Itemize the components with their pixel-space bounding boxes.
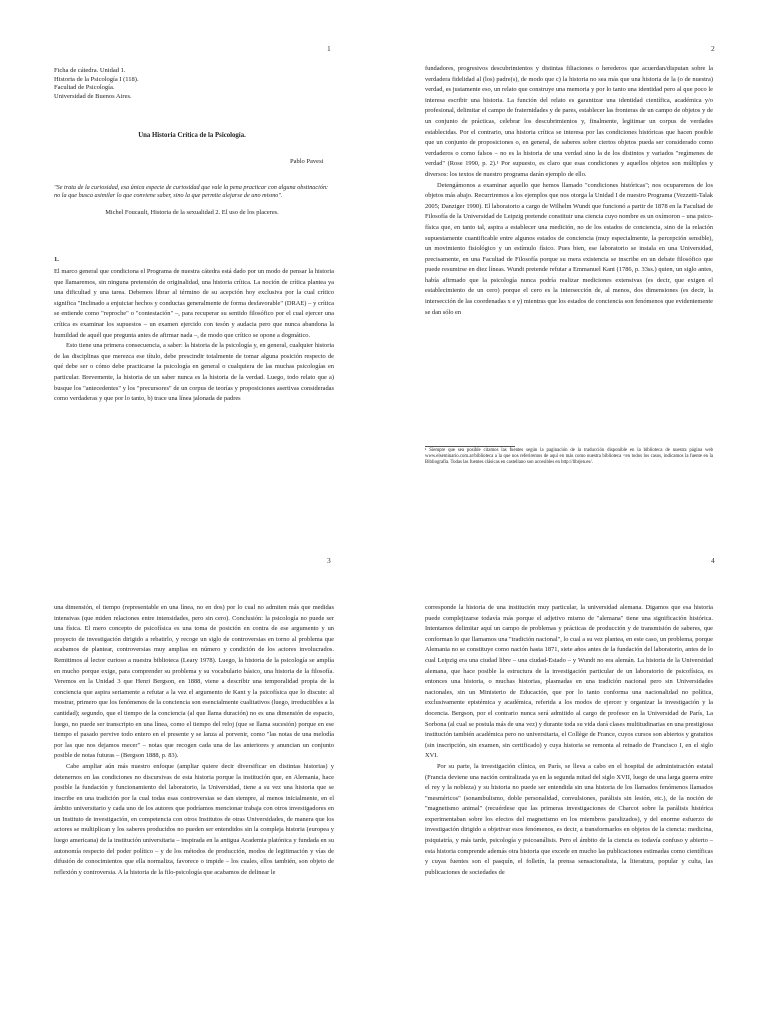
page-2-body	[425, 64, 713, 318]
page-2	[384, 0, 768, 512]
header-line: Universidad de Buenos Aires.	[54, 92, 132, 100]
paragraph: una dimensión, el tiempo (representable en una línea, no en dos) por lo cual no admiten más que medidas intensivas (que miden relaciones entre intensidades, pero sin cero). Conclusión: la psicología no puede ser una física. El mero concepto de psicofísica es una toma de posición en contra de ese argumento y un proyecto de investigación dirigido a rebatirlo, y recoge un siglo de controversias en torno al problema que acabamos de plantear, controversias muy amplias en número y condición de los actores involucrados. Remitimos al lector curioso a nuestra biblioteca (Leary 1978). Luego, la historia de la psicología se amplía en mucho porque exige, para comprender su problema y su vocabulario básico, una historia de la filosofía. Veremos en la Unidad 3 que Henri Bergson, en 1888, viene a describir una temporalidad propia de la conciencia que aspira seriamente a refutar a la vez el argumento de Kant y la psicofísica que lo discute: al mostrar, primero que los fenómenos de la conciencia son esencialmente cualitativos (luego, irreductibles a la cantidad); segundo, que el tiempo de la conciencia (al que llama duración) no es una dimensión de espacio, luego, no puede ser transcripto en una línea, como el tiempo del reloj (que se llama sucesión) porque en ese tiempo el pasado pervive todo entero en el presente y se lanza al porvenir, como "las notas de una melodía por las que nos dejamos mecer" – notas que recogen cada una de las anteriores y anuncian un conjunto posible de notas futuras – (Bergson 1888, p. 83).	[54, 604, 334, 760]
paragraph: El marco general que condiciona el Programa de nuestra cátedra está dado por un modo de pensar la historia que llamaremos, sin ninguna pretensión de originalidad, una historia crítica. La noción de crítica plantea ya una dificultad y una tarea. Debemos librar al término de su acepción hoy exclusiva por la cual crítico significa "Inclinado a enjuiciar hechos y conductas generalmente de forma desfavorable" (DRAE) – y crítica se entiende como "reproche" o "contestación" –, para recuperar su sentido filosófico por el cual ejercer una crítica es examinar los supuestos – un examen ejercido con tesón y audacia pero que nunca abandona la humildad de aquél que pregunta antes de afirmar nada –, de modo que crítico se opone a dogmático.	[54, 268, 334, 339]
footnote: ¹ Siempre que sea posible citamos las fuentes según la paginación de la traducción disponible en la biblioteca de nuestra página web www.elseminario.com.ar/biblioteca a la que nos referiremos de aquí en más como nuestra biblioteca <en todos los casos, indicamos la fuente en la Bibliografía. Todas las fuentes clásicas en castellano son accesibles en http://librjen.es/.	[425, 448, 713, 466]
paragraph: Por su parte, la investigación clínica, en París, se lleva a cabo en el hospital de administración estatal (Francia deviene una nación centralizada ya en la segunda mitad del siglo XVII, luego de una larga guerra entre el rey y la nobleza) y su historia no puede ser entendida sin una historia de los llamados fenómenos llamados "mesméricos" (sonambulismo, doble personalidad, convulsiones, parálisis sin lesión, etc.), de la noción de "magnetismo animal" (recuérdese que las primeras investigaciones de Charcot sobre la parálisis histérica experimentaban sobre los efectos del magnetismo en los miembros paralizados), y del enorme esfuerzo de investigación dirigido a objetivar esos fenómenos, es decir, a transformarlos en objetos de la ciencia: medicina, psiquiatría, y más tarde, psicología y psicoanálisis. Pero el ámbito de la ciencia es todavía confuso y abierto – esta historia comprende además otra historia que excede en mucho las publicaciones estimadas como científicas y cuyas fuentes son el pasquín, el folletín, la prensa sensacionalista, la literatura, popular y culta, las publicaciones de sociedades de	[425, 762, 713, 876]
header-line: Historia de la Psicología I (118).	[54, 75, 139, 83]
page-number: 1	[327, 44, 331, 53]
document-title: Una Historia Crítica de la Psicología.	[138, 132, 246, 139]
paragraph: Detengámonos a examinar aquello que hemos llamado "condiciones históricas"; nos ocuparemos de los objetos más abajo. Recurriremos a los ejemplos que nos otorga la Unidad I de nuestro Programa (Vezzetti-Talak 2005; Danziger 1990). El laboratorio a cargo de Wilhelm Wundt que funcionó a partir de 1878 en la Facultad de Filosofía de la Universidad de Leipzig pretende constituir una ciencia cuyo nombre es un oxímoron – una psico-física que, en tanto tal, aspira a establecer una medición, no de los estados de conciencia, sino de la relación supuestamente cuantificable entre algunos estados de conciencia (muy especialmente, la percepción sensible), un movimiento fisiológico y un estímulo físico. Pues bien, ese laboratorio se instala en una Universidad, precisamente, en una Facultad de Filosofía porque su mera existencia se inscribe en un debate filosófico que puede resumirse en diez líneas. Wundt pretende refutar a Emmanuel Kant (1786, p. 33ss.) quien, un siglo antes, había afirmado que la psicología nunca podría realizar mediciones extensivas (es decir, que exigen el establecimiento de un cero) porque el cero es la intersección de, al menos, dos dimensiones (es decir, la intersección de las coordenadas x e y) mientras que los estados de conciencia son fenómenos que evidentemente se dan sólo en	[425, 181, 713, 316]
section-number: 1.	[54, 256, 59, 263]
page-1	[0, 0, 384, 512]
epigraph: "Se trata de la curiosidad, esa única especie de curiosidad que vale la pena practicar con alguna obstinación: no la que busca asimilar lo que conviene saber, sino la que permite alejarse de uno mismo".	[54, 184, 329, 200]
page-3-body	[54, 603, 334, 878]
footnote-rule	[425, 446, 515, 447]
paragraph: Cabe ampliar aún más nuestro enfoque (ampliar quiere decir diversificar en distintas historias) y detenernos en las condiciones no discursivas de esta historia porque la institución que, en Alemania, hace posible la fundación y funcionamiento del laboratorio, la Universidad, tiene a su vez una historia que se inscribe en una tradición por la cual todas esas controversias se dan siempre, al menos inicialmente, en el ámbito universitario y cada uno de los autores que podríamos mencionar trabaja con otros investigadores en un Instituto de investigación, en competencia con otros Institutos de otras Universidades, de manera que los actores se multiplican y los saberes producidos no pueden ser entendidos sin la compleja historia (europea y luego americana) de la institución universitaria – inspirada en la antigua Academia platónica y fundada en su autonomía respecto del poder político – y de los métodos de producción, modos de legitimación y vías de difusión de conocimientos que ella normaliza, favorece o impide – los cuales, ellos también, son objeto de reflexión y controversia. A la historia de la filo-psicología que acabamos de delinear le	[54, 762, 334, 876]
paragraph: corresponde la historia de una institución muy particular, la universidad alemana. Digamos que esa historia puede complejizarse todavía más porque el adjetivo mismo de "alemana" tiene una significación histórica. Intentamos delimitar aquí un campo de problemas y prácticas de producción y de transmisión de saberes, que conforman lo que llamamos una "tradición nacional", lo cual a su vez plantea, en este caso, un problema, porque Alemania no se constituye como nación hasta 1871, siete años antes de la fundación del laboratorio, antes de lo cual Leipzig era una ciudad libre – una ciudad-Estado – y Wundt no era alemán. La historia de la Universidad alemana, que hace posible la estructura de la investigación particular de un laboratorio de psicofísica, es entonces una historia, o muchas historias, plasmadas en una tradición nacional pero sin Universidades nacionales, sin un Ministerio de Educación, que por lo tanto conforma una nacionalidad no política, exclusivamente epistémica y académica, referida a los modos de ejercer y organizar la investigación y la docencia. Bergson, por el contrario nunca será admitido al cargo de profesor en la Universidad de París, La Sorbona (al cual se postula más de una vez) y durante toda su vida dará clases multitudinarias en una prestigiosa institución también académica pero no universitaria, el Collège de France, cuyos cursos son abiertos y gratuitos (sin inscripción, sin examen, sin certificado) y cuya historia se remonta al reinado de Francisco I, en el siglo XVI.	[425, 604, 713, 760]
paragraph: Esto tiene una primera consecuencia, a saber: la historia de la psicología y, en general, cualquier historia de las disciplinas que merezca ese título, debe prescindir totalmente de tomar alguna posición respecto de qué debe ser o cómo debe practicarse la psicología en general o cualquiera de las muchas psicologías en particular. Brevemente, la historia de un saber nunca es la historia de la verdad. Luego, todo relato que a) busque los "antecedentes" y los "precursores" de un corpus de teorías y proposiciones asertivas consideradas como verdaderas y que por lo tanto, b) trace una línea jalonada de padres	[54, 342, 334, 403]
page-4	[384, 512, 768, 1024]
author-name: Pablo Pavesi	[290, 158, 324, 165]
page-1-body	[54, 267, 334, 405]
course-header	[54, 67, 139, 101]
page-3	[0, 512, 384, 1024]
page-number: 3	[327, 556, 331, 565]
header-line: Facultad de Psicología.	[54, 84, 115, 92]
header-line: Ficha de cátedra. Unidad 1.	[54, 67, 126, 74]
page-number: 4	[711, 556, 715, 565]
page-number: 2	[711, 44, 715, 53]
page-4-body	[425, 603, 713, 878]
epigraph-source: Michel Foucault, Historia de la sexualidad 2. El uso de los placeres.	[105, 209, 279, 216]
paragraph: fundadores, progresivos descubrimientos y distintas filiaciones o herederos que acuerdan/disputan sobre la verdadera fidelidad al (los) padre(s), de modo que c) la historia no sea más que una historia de la (o de nuestra) verdad, es justamente eso, un relato que construye una memoria y por lo tanto una identidad pero al que poco le interesa escribir una historia. La función del relato es garantizar una identidad científica, académica y/o profesional, delimitar el campo de fraternidades y de pares, establecer las fronteras de un campo de objetos y de un conjunto de prácticas, celebrar los descubrimientos y, finalmente, legitimar un corpus de verdades establecidas. Por el contrario, una historia crítica se interesa por las condiciones históricas que hacen posible que un conjunto de proposiciones o, en general, de saberes sobre ciertos objetos pueda ser considerado como verdaderos o como falsos – no es la historia de una verdad sino la de los distintos y variados "regímenes de verdad" (Rose 1990, p. 2).¹ Por supuesto, es claro que esas condiciones y aquellos objetos son múltiples y diversos: los textos de nuestro programa darán ejemplo de ello.	[425, 65, 713, 178]
